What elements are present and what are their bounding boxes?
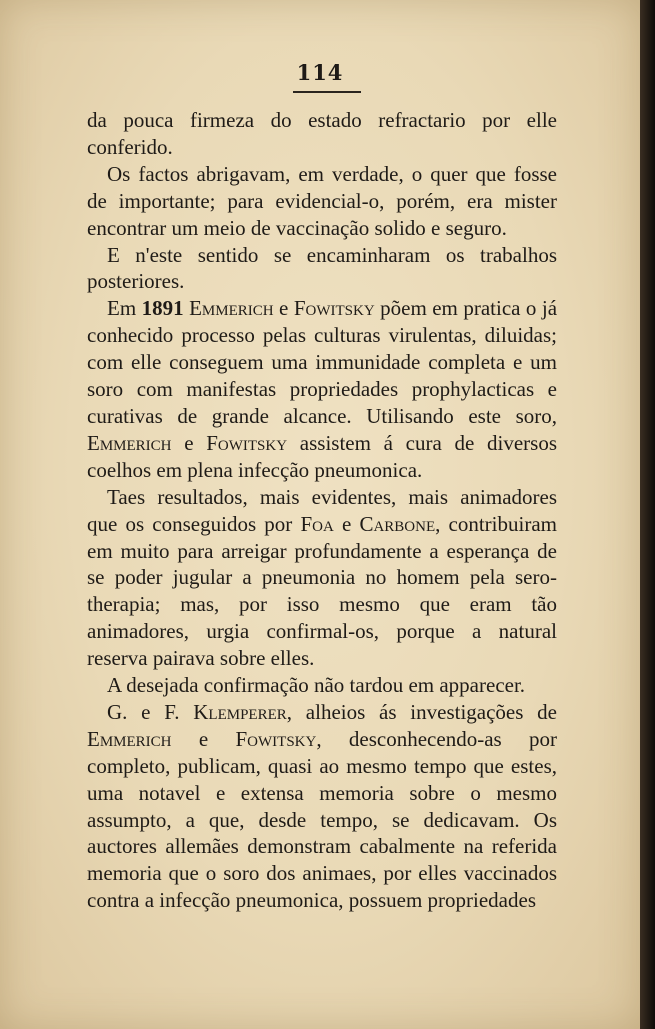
paragraph-7 [87,699,557,914]
paragraph-7-text: e [171,726,236,751]
author-name: Foa [300,511,334,536]
paragraph-5-text: Taes resultados, mais evidentes, mais animadores que os conseguidos por [87,484,557,536]
author-name: Emmerich [189,296,274,321]
body-text [87,107,557,914]
author-name: Klemperer [193,699,287,724]
author-name: Fowitsky [235,726,317,751]
paragraph-4-text: assistem á cura de diversos coelhos em plena infecção pneumonica. [87,430,557,482]
paragraph-4 [87,295,557,483]
header-rule [293,91,361,93]
year: 1891 [141,296,184,321]
paragraph-4-text: põem em pratica o já conhecido processo pelas culturas virulentas, diluidas; com elle conseguem uma immunidade completa e um soro com manifestas propriedades prophylacticas e curativas de grande alcance. Utilisando este soro, [87,296,558,428]
author-name: Carbone [359,511,436,536]
paragraph-5-text: , contribuiram em muito para arreigar profundamente a esperança de se poder jugular a pneumonia no homem pela sero-therapia; mas, por isso mesmo que eram tão animadores, urgia confirmal-os, porque a natural reserva pairava sobre elles. [87,511,557,671]
paragraph-4-text: e [171,430,207,455]
paragraph-2: Os factos abrigavam, em verdade, o quer que fosse de importante; para evidencial-o, porém, era mister encontrar um meio de vaccinação solido e seguro. [87,161,557,240]
paragraph-1: da pouca firmeza do estado refractario por elle conferido. [87,108,557,159]
paragraph-4-text: Em [107,296,142,321]
page-edge-shadow [640,0,655,1029]
paragraph-4-text: e [273,296,294,321]
paragraph-7-text: G. e F. [107,699,194,724]
paragraph-7-text: , desconhecendo-as por completo, publicam, quasi ao mesmo tempo que estes, uma notavel e extensa memoria sobre o mesmo assumpto, a que, desde tempo, se dedicavam. Os auctores allemães demonstram cabalmente na referida memoria que o soro dos animaes, por elles vaccinados contra a infecção pneumonica, possuem propriedades [87,726,557,913]
paragraph-7-text: , alheios ás investigações de [286,699,557,724]
paragraph-5-text: e [333,511,360,536]
author-name: Fowitsky [206,430,288,455]
author-name: Fowitsky [293,296,375,321]
paragraph-6: A desejada confirmação não tardou em apparecer. [107,673,526,698]
author-name: Emmerich [87,726,172,751]
author-name: Emmerich [87,430,172,455]
paragraph-5 [87,484,557,672]
paragraph-3: E n'este sentido se encaminharam os trabalhos posteriores. [87,242,557,294]
page-number: 114 [296,60,344,85]
